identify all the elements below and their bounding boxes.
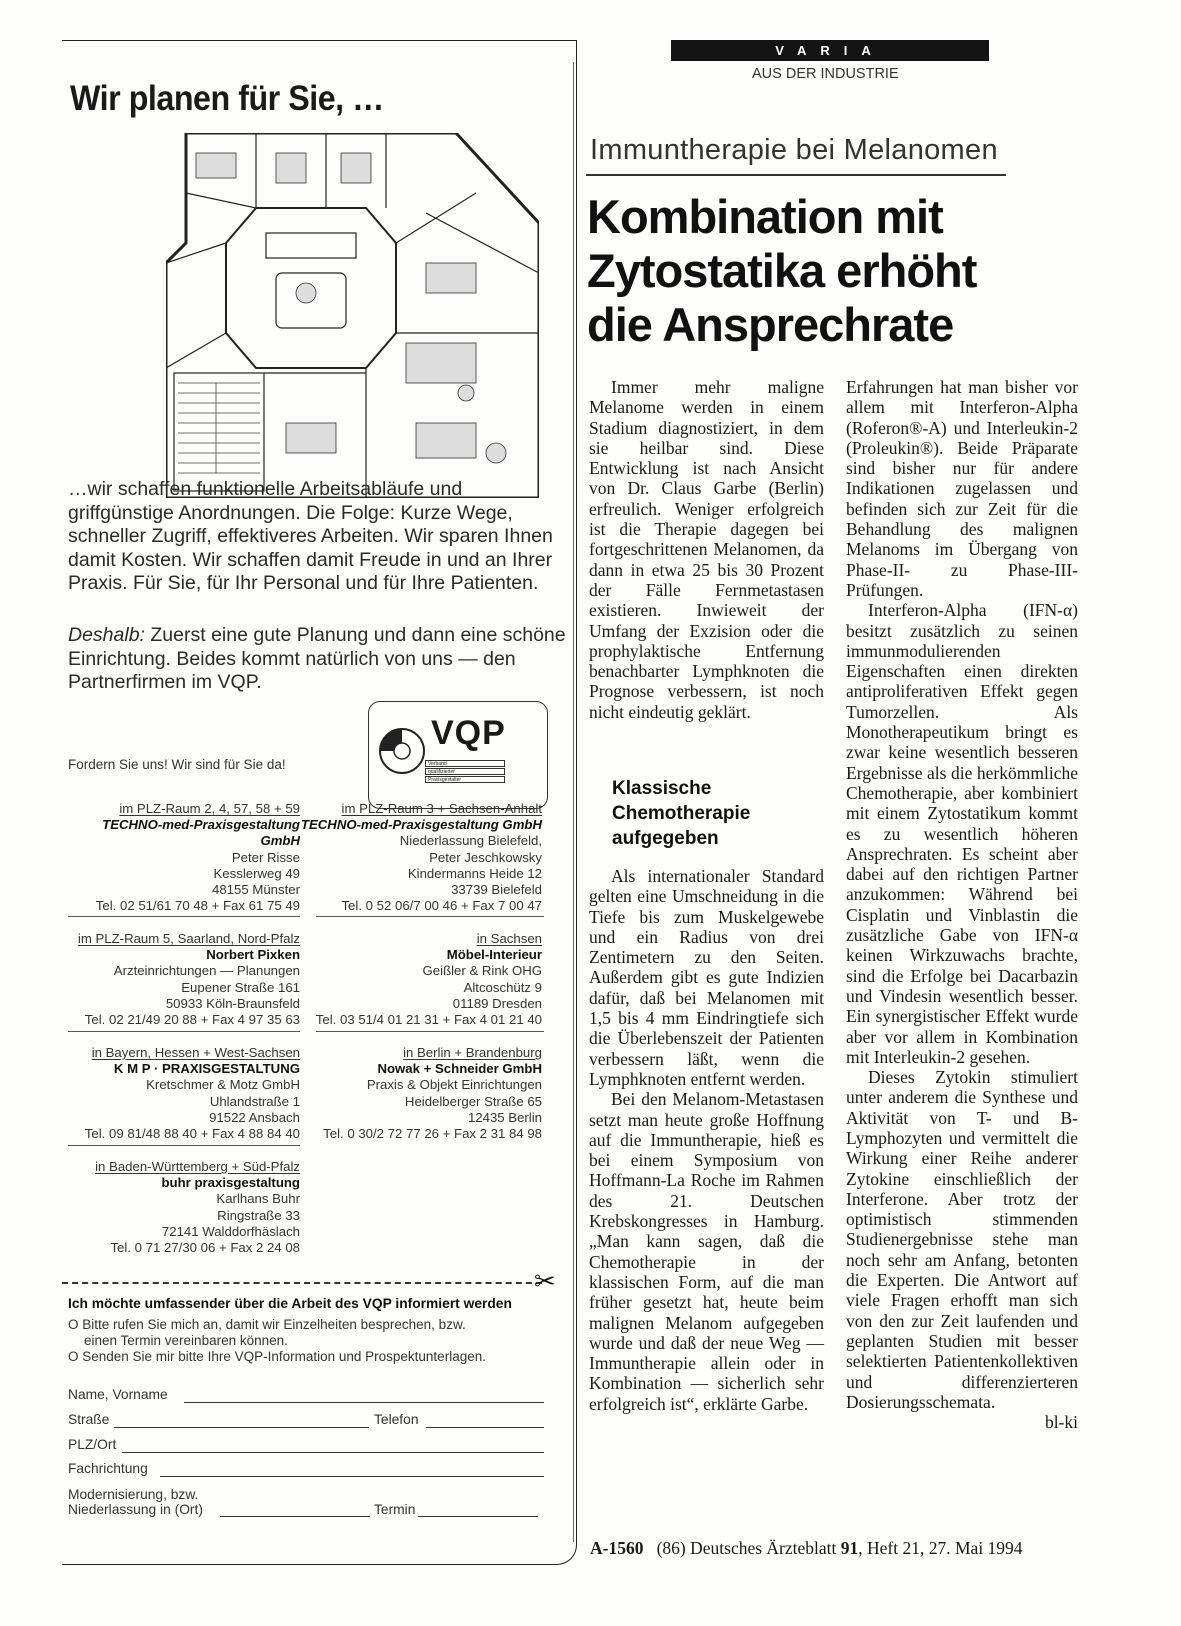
ad-body-lead: Deshalb: <box>68 624 145 646</box>
divider <box>68 1145 300 1146</box>
ad-body-text: …wir schaffen funktionelle Arbeitsabläufe und griffgünstige Anordnungen. Die Folge: Kurze Wege, schneller Zugriff, effektiveres Arbeiten. Wir sparen Ihnen damit Kosten. Wir schaffen damit Freude in und an Ihrer Praxis. Für Sie, für Ihr Personal und für Ihre Patienten. <box>68 478 553 594</box>
column-rule <box>573 62 574 1542</box>
vqp-logo <box>368 701 548 809</box>
address-line: Peter Jeschkowsky <box>429 849 542 865</box>
address-block <box>316 931 542 1028</box>
ad-body-rest: Zuerst eine gute Planung und dann eine schöne Einrichtung. Beides kommt natürlich von uns — den Partnerfirmen im VQP. <box>68 624 566 693</box>
address-company: Nowak + Schneider GmbH <box>377 1061 542 1077</box>
vqp-logo-line: qualifizierter <box>425 768 505 775</box>
article-kicker: Immuntherapie bei Melanomen <box>590 134 998 166</box>
address-line: Tel. 0 52 06/7 00 46 + Fax 7 00 47 <box>341 898 542 914</box>
address-line: 91522 Ansbach <box>209 1109 300 1125</box>
vqp-logo-line: Praxisgestalter <box>425 776 505 783</box>
address-region: in Sachsen <box>476 931 542 946</box>
field-label-text: Modernisierung, bzw. <box>68 1487 199 1502</box>
article-paragraph: Als internationaler Standard gelten eine Umschneidung in die Tiefe bis zum Muskelgewebe und ein Radius von drei Zentimetern zu den Seiten. Außerdem gibt es gute Indizien dafür, daß bei Melanomen mit 1,5 bis 4 mm Eindringtiefe sich die Überlebenszeit der Patienten verbessern läßt, wenn die Lymphknoten entfernt werden. <box>589 866 824 1089</box>
ad-body-text-2 <box>68 624 568 695</box>
article-paragraph: Interferon-Alpha (IFN-α) besitzt zusätzlich zu seinen immunmodulierenden Eigenschaften einen direkten antiproliferativen Effekt gegen Tumorzellen. Als Monotherapeutikum bringt es zwar keine wesentlich besseren Ergebnisse als die herkömmliche Chemotherapie, aber kombiniert mit einem Zytostatikum kommt es zu wesentlich höheren Ansprechraten. Es scheint aber dabei auf den richtigen Partner anzukommen: Während bei Cisplatin und Vinblastin die zusätzliche Gabe von IFN-α keinen Wirkzuwachs brachte, sind die Erfolge bei Dacarbazin und Vindesin wesentlich besser. Ein synergistischer Effekt wurde aber vor allem in Kombination mit Interleukin-2 gesehen. <box>846 600 1078 1067</box>
phone-input-line[interactable] <box>426 1427 544 1428</box>
address-line: Kretschmer & Motz GmbH <box>146 1077 300 1093</box>
address-region: in Berlin + Brandenburg <box>403 1045 542 1060</box>
address-line: Geißler & Rink OHG <box>422 963 542 979</box>
divider <box>316 1031 544 1032</box>
coupon-option-info[interactable]: O Senden Sie mir bitte Ihre VQP-Information und Prospektunterlagen. <box>68 1349 486 1364</box>
field-label-street: Straße <box>68 1412 110 1427</box>
address-line: 01189 Dresden <box>452 995 542 1011</box>
name-input-line[interactable] <box>184 1402 544 1403</box>
field-label-city: PLZ/Ort <box>68 1437 117 1452</box>
field-label-phone: Telefon <box>374 1412 419 1427</box>
page-number: A-1560 <box>590 1538 644 1558</box>
coupon-option-call[interactable] <box>68 1317 466 1349</box>
ad-request-line: Fordern Sie uns! Wir sind für Sie da! <box>68 757 286 772</box>
address-region: in Baden-Württemberg + Süd-Pfalz <box>95 1159 300 1174</box>
vqp-advertisement <box>62 40 577 1565</box>
article-paragraph: Dieses Zytokin stimuliert unter anderem die Synthese und Aktivität von T- und B-Lymphozyten und vermittelt die Wirkung einer Reihe anderer Zytokine einschließlich der Interferone. Aber trotz der optimistisch stimmenden Studienergebnisse stehe man noch sehr am Anfang, betonten die Experten. Die Antwort auf viele Fragen erhofft man sich von den zur Zeit laufenden und geplanten Studien mit besser selektierten Patientenkollektiven und differenzierteren Dosierungsschemata. <box>846 1067 1078 1412</box>
field-label-specialty: Fachrichtung <box>68 1461 148 1476</box>
address-block <box>62 801 300 914</box>
address-block <box>323 1045 542 1142</box>
address-block <box>95 1159 300 1256</box>
divider <box>68 1031 300 1032</box>
address-line: Tel. 0 71 27/30 06 + Fax 2 24 08 <box>110 1240 300 1256</box>
city-input-line[interactable] <box>122 1452 544 1453</box>
address-block <box>78 931 300 1028</box>
address-line: 12435 Berlin <box>467 1109 542 1125</box>
address-line: 48155 Münster <box>212 882 300 898</box>
headline-line: Zytostatika erhöht <box>587 244 977 297</box>
field-label-date: Termin <box>374 1502 416 1517</box>
author-signature: bl-ki <box>1044 1412 1078 1433</box>
address-company: Norbert Pixken <box>206 947 300 963</box>
coupon-option-text: einen Termin vereinbaren können. <box>84 1333 288 1348</box>
subhead-line: Chemotherapie <box>612 803 751 824</box>
subhead-line: aufgegeben <box>612 828 719 849</box>
kicker-rule <box>586 174 1006 176</box>
address-line: Peter Risse <box>231 849 300 865</box>
address-company: K M P · PRAXISGESTALTUNG <box>113 1061 300 1077</box>
address-block <box>301 801 542 914</box>
street-input-line[interactable] <box>114 1427 369 1428</box>
headline-line: die Ansprechrate <box>587 298 954 351</box>
divider <box>316 916 544 917</box>
address-line: Ringstraße 33 <box>217 1207 300 1223</box>
date-input-line[interactable] <box>418 1516 538 1517</box>
vqp-emblem-icon <box>377 726 427 776</box>
floor-plan-drawing <box>166 133 539 498</box>
section-label: AUS DER INDUSTRIE <box>752 66 899 82</box>
article-paragraph: Erfahrungen hat man bisher vor allem mit Interferon-Alpha (Roferon®-A) und Interleukin-2 (Proleukin®). Beide Präparate sind bisher nur für andere Indikationen zugelassen und befinden sich zur Zeit für die Behandlung des malignen Melanoms im Übergang von Phase-II- zu Phase-III-Prüfungen. <box>846 377 1078 600</box>
address-line: Niederlassung Bielefeld, <box>399 833 542 849</box>
ad-title: Wir planen für Sie, … <box>70 79 384 118</box>
address-line: Kindermanns Heide 12 <box>407 865 542 881</box>
journal-volume: 91 <box>840 1538 859 1558</box>
address-line: Arzteinrichtungen — Planungen <box>113 963 300 979</box>
specialty-input-line[interactable] <box>160 1476 544 1477</box>
headline-line: Kombination mit <box>587 190 943 243</box>
address-line: Tel. 03 51/4 01 21 31 + Fax 4 01 21 40 <box>315 1012 542 1028</box>
address-line: Tel. 0 30/2 72 77 26 + Fax 2 31 84 98 <box>323 1126 542 1142</box>
address-line: 50933 Köln-Braunsfeld <box>165 995 300 1011</box>
address-company: TECHNO-med-Praxisgestaltung GmbH <box>102 817 300 849</box>
journal-name: (86) Deutsches Ärzteblatt <box>656 1538 837 1558</box>
address-company: buhr praxisgestaltung <box>161 1175 300 1191</box>
address-line: Kesslerweg 49 <box>213 865 300 881</box>
address-line: Altcoschütz 9 <box>463 979 542 995</box>
journal-issue: , Heft 21, 27. Mai 1994 <box>858 1538 1023 1558</box>
address-line: Eupener Straße 161 <box>181 979 300 995</box>
address-line: Uhlandstraße 1 <box>209 1093 300 1109</box>
field-label-text: Niederlassung in (Ort) <box>68 1502 203 1517</box>
article-subhead <box>612 776 750 851</box>
address-line: Tel. 09 81/48 88 40 + Fax 4 88 84 40 <box>84 1126 300 1142</box>
coupon-cut-line <box>62 1282 542 1284</box>
scissors-icon: ✂ <box>534 1267 556 1297</box>
subhead-line: Klassische <box>612 778 712 799</box>
article-headline <box>587 190 976 352</box>
address-company: Möbel-Interieur <box>446 947 542 963</box>
article-paragraph: Bei den Melanom-Metastasen setzt man heute große Hoffnung auf die Immuntherapie, hieß es bei einem Symposium von Hoffmann-La Roche im Rahmen des 21. Deutschen Krebskongresses in Hamburg. „Man kann sagen, daß die Chemotherapie in der klassischen Form, auf die man früher gesetzt hat, heute beim malignen Melanom aufgegeben wurde und daß der neue Weg — Immuntherapie allein oder in Kombination — sicherlich sehr erfolgreich ist“, erklärte Garbe. <box>589 1089 824 1414</box>
address-line: Tel. 02 21/49 20 88 + Fax 4 97 35 63 <box>84 1012 300 1028</box>
address-region: in Bayern, Hessen + West-Sachsen <box>91 1045 300 1060</box>
coupon-option-text: O Bitte rufen Sie mich an, damit wir Einzelheiten besprechen, bzw. <box>68 1317 466 1332</box>
article-column-2 <box>846 377 1078 1432</box>
address-company: TECHNO-med-Praxisgestaltung GmbH <box>300 817 542 833</box>
article-column-1b <box>589 866 824 1414</box>
divider <box>68 916 300 917</box>
address-line: 72141 Walddorfhäslach <box>161 1223 300 1239</box>
rubric-bar: VARIA <box>671 40 989 61</box>
coupon-heading: Ich möchte umfassender über die Arbeit des VQP informiert werden <box>68 1296 512 1311</box>
vqp-logo-line: Verband <box>425 760 505 767</box>
address-region: im PLZ-Raum 3 + Sachsen-Anhalt <box>341 801 542 816</box>
address-block <box>85 1045 300 1142</box>
location-input-line[interactable] <box>220 1516 370 1517</box>
article-paragraph: Immer mehr maligne Melanome werden in einem Stadium diagnostiziert, in dem sie heilbar sind. Diese Entwicklung ist nach Ansicht von Dr. Claus Garbe (Berlin) erfreulich. Weniger erfolgreich ist die Therapie dagegen bei fortgeschrittenen Melanomen, da dann in etwa 25 bis 30 Prozent der Fälle Fernmetastasen existieren. Inwieweit der Umfang der Exzision oder die prophylaktische Entfernung benachbarter Lymphknoten die Prognose verbessern, ist noch nicht eindeutig geklärt. <box>589 377 824 722</box>
vqp-logo-word: VQP <box>431 714 506 752</box>
address-region: im PLZ-Raum 2, 4, 57, 58 + 59 <box>119 801 300 816</box>
article-column-1a <box>589 377 824 722</box>
address-line: Tel. 02 51/61 70 48 + Fax 61 75 49 <box>95 898 300 914</box>
address-line: Praxis & Objekt Einrichtungen <box>366 1077 542 1093</box>
address-line: Heidelberger Straße 65 <box>404 1093 542 1109</box>
address-region: im PLZ-Raum 5, Saarland, Nord-Pfalz <box>77 931 300 946</box>
address-line: Karlhans Buhr <box>216 1191 300 1207</box>
field-label-name: Name, Vorname <box>68 1387 168 1402</box>
page-footer <box>590 1538 1023 1559</box>
address-line: 33739 Bielefeld <box>451 882 542 898</box>
field-label-location <box>68 1487 203 1517</box>
